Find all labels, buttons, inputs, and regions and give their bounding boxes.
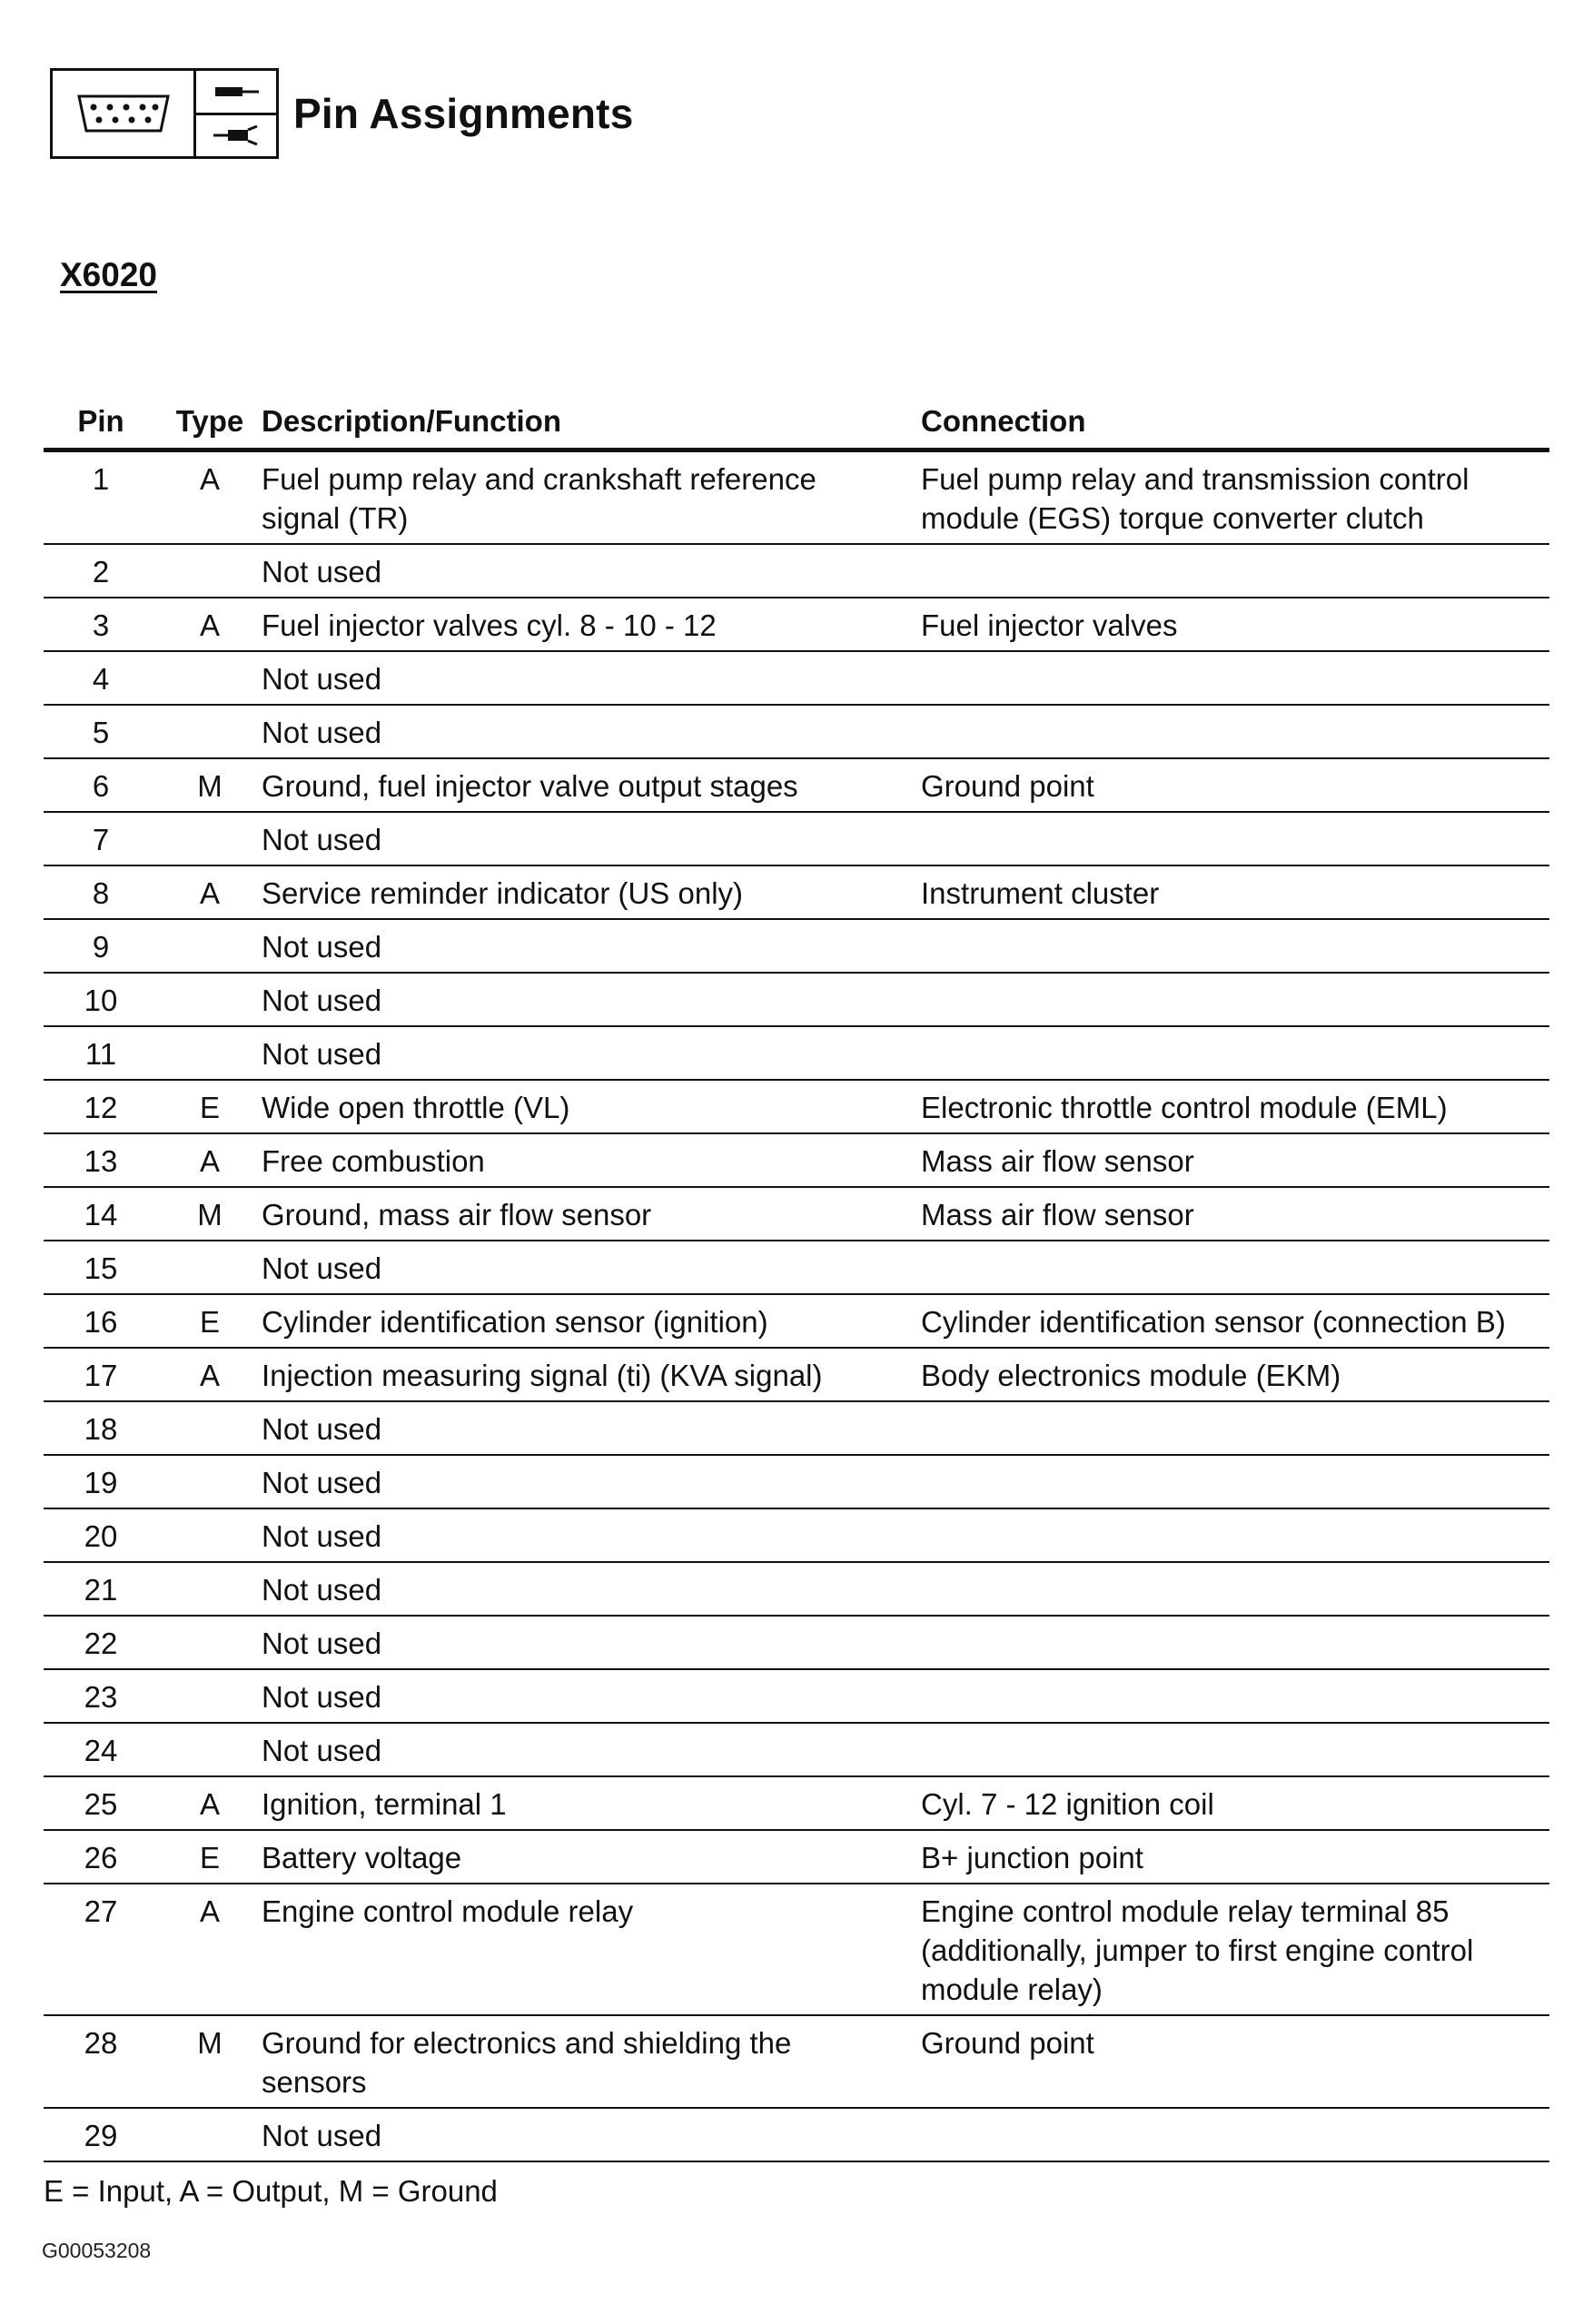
connection-cell: Mass air flow sensor [921, 1187, 1549, 1241]
connection-cell [921, 1669, 1549, 1723]
description-cell: Not used [262, 1455, 921, 1508]
connection-cell: Fuel injector valves [921, 598, 1549, 651]
table-row [44, 812, 1549, 865]
description-cell: Not used [262, 705, 921, 758]
type-cell: M [158, 758, 262, 812]
description-cell: Ignition, terminal 1 [262, 1776, 921, 1830]
table-row [44, 1884, 1549, 2015]
connection-cell [921, 544, 1549, 598]
type-cell [158, 1026, 262, 1080]
column-header-description: Description/Function [262, 396, 921, 450]
connection-cell: Fuel pump relay and transmission control module (EGS) torque converter clutch [921, 450, 1549, 545]
description-cell: Engine control module relay [262, 1884, 921, 2015]
table-header-row [44, 396, 1549, 450]
description-cell: Not used [262, 1723, 921, 1776]
pin-cell: 3 [44, 598, 158, 651]
pin-assignment-table [44, 396, 1549, 2162]
pin-cell: 1 [44, 450, 158, 545]
column-header-pin: Pin [44, 396, 158, 450]
table-row [44, 1562, 1549, 1616]
pin-cell: 24 [44, 1723, 158, 1776]
pin-cell: 12 [44, 1080, 158, 1133]
connection-cell [921, 1723, 1549, 1776]
type-cell [158, 1401, 262, 1455]
type-cell [158, 1616, 262, 1669]
pin-cell: 16 [44, 1294, 158, 1348]
description-cell: Fuel pump relay and crankshaft reference signal (TR) [262, 450, 921, 545]
table-row [44, 2108, 1549, 2161]
pin-cell: 17 [44, 1348, 158, 1401]
connection-cell [921, 1455, 1549, 1508]
connection-cell [921, 812, 1549, 865]
pin-diagram-icon [196, 71, 276, 156]
type-cell: E [158, 1830, 262, 1884]
table-row [44, 1776, 1549, 1830]
connection-cell: Cylinder identification sensor (connection B) [921, 1294, 1549, 1348]
pin-cell: 19 [44, 1455, 158, 1508]
description-cell: Free combustion [262, 1133, 921, 1187]
type-cell [158, 651, 262, 705]
connection-cell: Ground point [921, 758, 1549, 812]
table-row [44, 1133, 1549, 1187]
type-cell: E [158, 1294, 262, 1348]
connection-cell [921, 1401, 1549, 1455]
table-row [44, 1080, 1549, 1133]
page-title: Pin Assignments [293, 90, 634, 137]
description-cell: Not used [262, 544, 921, 598]
connection-cell [921, 1508, 1549, 1562]
description-cell: Ground, fuel injector valve output stages [262, 758, 921, 812]
connector-icon [53, 71, 196, 156]
table-row [44, 1616, 1549, 1669]
table-row [44, 1401, 1549, 1455]
type-cell: A [158, 1884, 262, 2015]
description-cell: Ground for electronics and shielding the sensors [262, 2015, 921, 2108]
table-row [44, 544, 1549, 598]
type-cell [158, 1455, 262, 1508]
table-row [44, 1294, 1549, 1348]
pin-cell: 14 [44, 1187, 158, 1241]
pin-cell: 6 [44, 758, 158, 812]
description-cell: Injection measuring signal (ti) (KVA signal) [262, 1348, 921, 1401]
pin-cell: 5 [44, 705, 158, 758]
description-cell: Ground, mass air flow sensor [262, 1187, 921, 1241]
description-cell: Not used [262, 1562, 921, 1616]
description-cell: Cylinder identification sensor (ignition) [262, 1294, 921, 1348]
description-cell: Not used [262, 651, 921, 705]
table-row [44, 1455, 1549, 1508]
table-row [44, 598, 1549, 651]
type-cell [158, 812, 262, 865]
description-cell: Not used [262, 919, 921, 973]
connection-cell [921, 919, 1549, 973]
connection-cell [921, 1026, 1549, 1080]
type-cell: A [158, 598, 262, 651]
table-row [44, 919, 1549, 973]
page-header [50, 66, 633, 161]
table-row [44, 1830, 1549, 1884]
figure-id: G00053208 [42, 2239, 152, 2262]
table-row [44, 1723, 1549, 1776]
connection-cell: B+ junction point [921, 1830, 1549, 1884]
connection-cell: Body electronics module (EKM) [921, 1348, 1549, 1401]
connection-cell: Instrument cluster [921, 865, 1549, 919]
description-cell: Not used [262, 1026, 921, 1080]
column-header-type: Type [158, 396, 262, 450]
table-row [44, 1348, 1549, 1401]
pin-cell: 28 [44, 2015, 158, 2108]
pin-cell: 15 [44, 1241, 158, 1294]
description-cell: Not used [262, 1669, 921, 1723]
table-row [44, 705, 1549, 758]
table-row [44, 1026, 1549, 1080]
pin-cell: 7 [44, 812, 158, 865]
connection-cell: Mass air flow sensor [921, 1133, 1549, 1187]
connection-cell: Engine control module relay terminal 85 (additionally, jumper to first engine control module relay) [921, 1884, 1549, 2015]
type-legend: E = Input, A = Output, M = Ground [44, 2174, 498, 2208]
type-cell: M [158, 1187, 262, 1241]
column-header-connection: Connection [921, 396, 1549, 450]
table-row [44, 973, 1549, 1026]
type-cell [158, 973, 262, 1026]
table-row [44, 651, 1549, 705]
description-cell: Fuel injector valves cyl. 8 - 10 - 12 [262, 598, 921, 651]
pin-cell: 27 [44, 1884, 158, 2015]
pin-cell: 25 [44, 1776, 158, 1830]
pin-cell: 26 [44, 1830, 158, 1884]
pin-assignment-icon-box [50, 68, 279, 159]
type-cell: A [158, 1133, 262, 1187]
female-pin-icon [196, 115, 276, 157]
type-cell [158, 1241, 262, 1294]
pin-cell: 21 [44, 1562, 158, 1616]
male-pin-icon [196, 71, 276, 115]
pin-cell: 2 [44, 544, 158, 598]
description-cell: Not used [262, 2108, 921, 2161]
description-cell: Service reminder indicator (US only) [262, 865, 921, 919]
description-cell: Not used [262, 812, 921, 865]
connector-id: X6020 [60, 256, 157, 293]
connection-cell: Ground point [921, 2015, 1549, 2108]
table-row [44, 1241, 1549, 1294]
type-cell [158, 2108, 262, 2161]
table-body [44, 450, 1549, 2162]
type-cell [158, 1723, 262, 1776]
pin-cell: 8 [44, 865, 158, 919]
description-cell: Not used [262, 1401, 921, 1455]
description-cell: Wide open throttle (VL) [262, 1080, 921, 1133]
type-cell: A [158, 1348, 262, 1401]
type-cell [158, 1562, 262, 1616]
table-row [44, 1187, 1549, 1241]
table-row [44, 450, 1549, 545]
connection-cell: Electronic throttle control module (EML) [921, 1080, 1549, 1133]
pin-cell: 10 [44, 973, 158, 1026]
type-cell [158, 705, 262, 758]
connection-cell [921, 1241, 1549, 1294]
connection-cell [921, 973, 1549, 1026]
type-cell: E [158, 1080, 262, 1133]
type-cell [158, 1508, 262, 1562]
type-cell: M [158, 2015, 262, 2108]
type-cell: A [158, 450, 262, 545]
description-cell: Not used [262, 973, 921, 1026]
type-cell [158, 919, 262, 973]
pin-cell: 20 [44, 1508, 158, 1562]
pin-cell: 4 [44, 651, 158, 705]
connection-cell [921, 705, 1549, 758]
pin-cell: 11 [44, 1026, 158, 1080]
type-cell [158, 544, 262, 598]
description-cell: Not used [262, 1241, 921, 1294]
connection-cell: Cyl. 7 - 12 ignition coil [921, 1776, 1549, 1830]
pin-cell: 22 [44, 1616, 158, 1669]
connection-cell [921, 2108, 1549, 2161]
pin-cell: 9 [44, 919, 158, 973]
table-row [44, 1508, 1549, 1562]
type-cell: A [158, 1776, 262, 1830]
connection-cell [921, 651, 1549, 705]
description-cell: Battery voltage [262, 1830, 921, 1884]
connection-cell [921, 1616, 1549, 1669]
connection-cell [921, 1562, 1549, 1616]
description-cell: Not used [262, 1616, 921, 1669]
table-row [44, 865, 1549, 919]
type-cell: A [158, 865, 262, 919]
pin-cell: 13 [44, 1133, 158, 1187]
description-cell: Not used [262, 1508, 921, 1562]
table-row [44, 1669, 1549, 1723]
pin-cell: 18 [44, 1401, 158, 1455]
pin-cell: 29 [44, 2108, 158, 2161]
pin-cell: 23 [44, 1669, 158, 1723]
table-row [44, 758, 1549, 812]
type-cell [158, 1669, 262, 1723]
table-row [44, 2015, 1549, 2108]
